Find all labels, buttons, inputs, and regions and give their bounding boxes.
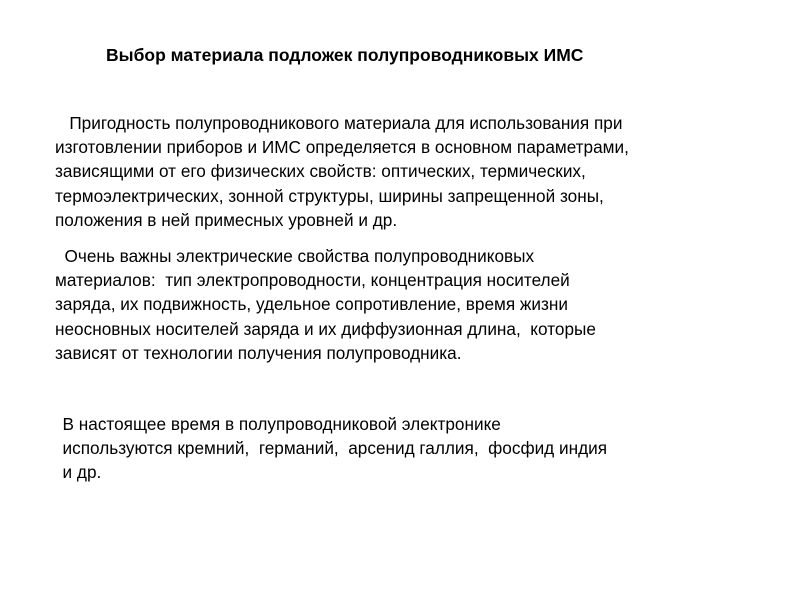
paragraph-current-materials: [53, 412, 607, 485]
text-line: Пригодность полупроводникового материала для использования при: [55, 113, 623, 133]
text-line: положения в ней примесных уровней и др.: [55, 209, 398, 230]
text-line: материалов: тип электропроводности, концентрация носителей: [55, 270, 570, 291]
text-line: используются кремний, германий, арсенид галлия, фосфид индия: [53, 438, 608, 459]
slide-title: Выбор материала подложек полупроводниковых ИМС: [106, 45, 584, 65]
text-line: изготовлении приборов и ИМС определяется в основном параметрами,: [55, 137, 629, 158]
text-line: В настоящее время в полупроводниковой электронике: [53, 414, 501, 434]
text-line: зависящими от его физических свойств: оптических, термических,: [55, 161, 586, 182]
text-line: заряда, их подвижность, удельное сопротивление, время жизни: [55, 294, 569, 315]
paragraph-material-suitability: [55, 111, 629, 232]
text-line: Очень важны электрические свойства полупроводниковых: [55, 246, 535, 266]
text-line: зависят от технологии получения полупроводника.: [55, 342, 462, 363]
text-line: и др.: [53, 462, 102, 483]
paragraph-electrical-properties: [55, 244, 596, 365]
text-line: термоэлектрических, зонной структуры, ширины запрещенной зоны,: [55, 185, 604, 206]
text-line: неосновных носителей заряда и их диффузионная длина, которые: [55, 318, 596, 339]
